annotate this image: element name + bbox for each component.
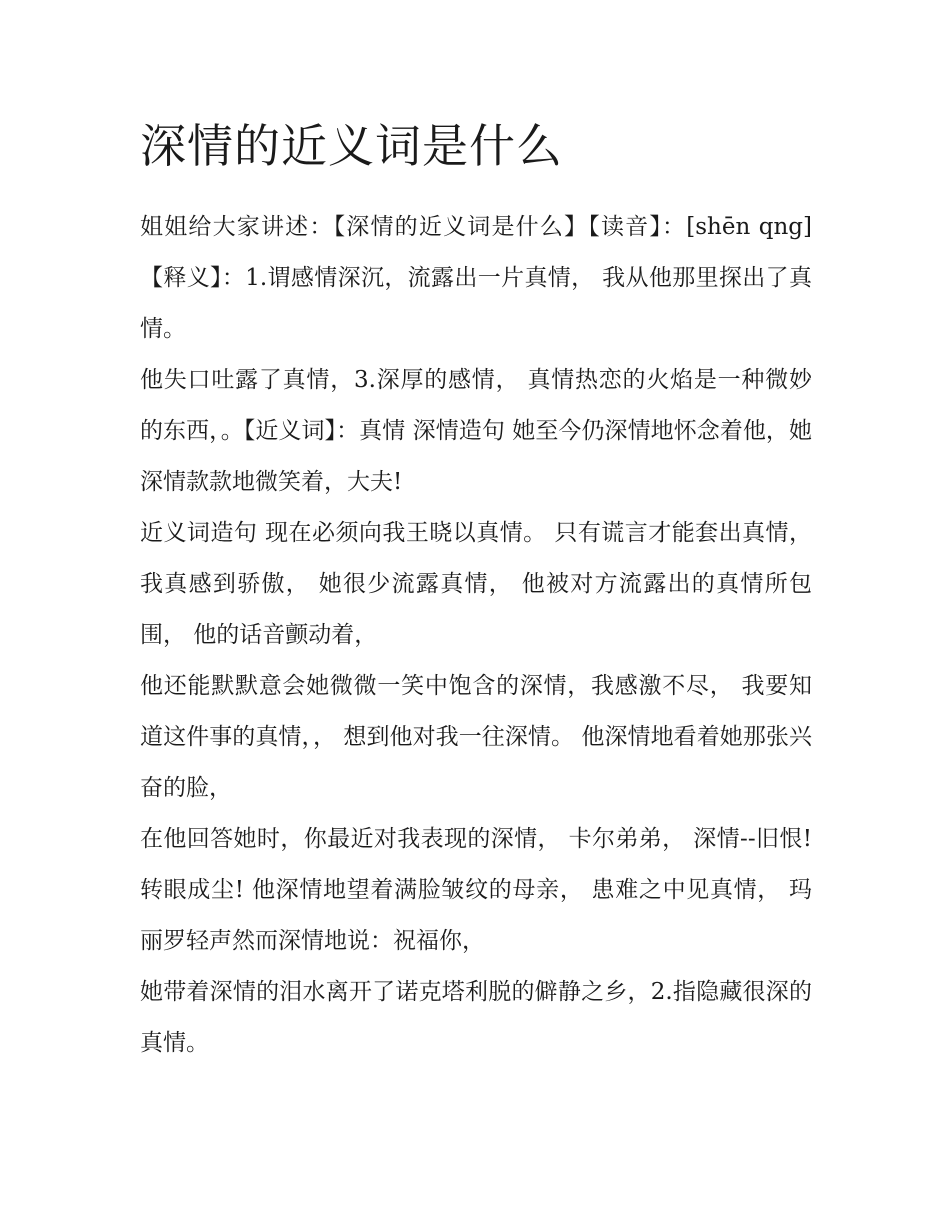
document-title: 深情的近义词是什么 [140,119,563,173]
paragraph-2: 他失口吐露了真情，3.深厚的感情， 真情热恋的火焰是一种微妙的东西，。【近义词】：真情 深情造句 她至今仍深情地怀念着他，她深情款款地微笑着，大夫! [140,367,812,495]
paragraph-1: 姐姐给大家讲述：【深情的近义词是什么】【读音】：[shēn qng]【释义】：1.谓感情深沉，流露出一片真情， 我从他那里探出了真情。 [140,214,812,342]
paragraph-5: 在他回答她时，你最近对我表现的深情， 卡尔弟弟， 深情--旧恨!转眼成尘! 他深情地望着满脸皱纹的母亲， 患难之中见真情， 玛丽罗轻声然而深情地说：祝福你， [140,826,812,954]
paragraph-3: 近义词造句 现在必须向我王晓以真情。 只有谎言才能套出真情，我真感到骄傲， 她很少流露真情， 他被对方流露出的真情所包围， 他的话音颤动着， [140,520,812,648]
document-page [140,112,812,1069]
paragraph-4: 他还能默默意会她微微一笑中饱含的深情，我感激不尽， 我要知道这件事的真情，， 想到他对我一往深情。 他深情地看着她那张兴奋的脸， [140,673,812,801]
paragraph-6: 她带着深情的泪水离开了诺克塔利脱的僻静之乡，2.指隐藏很深的真情。 [140,979,812,1056]
